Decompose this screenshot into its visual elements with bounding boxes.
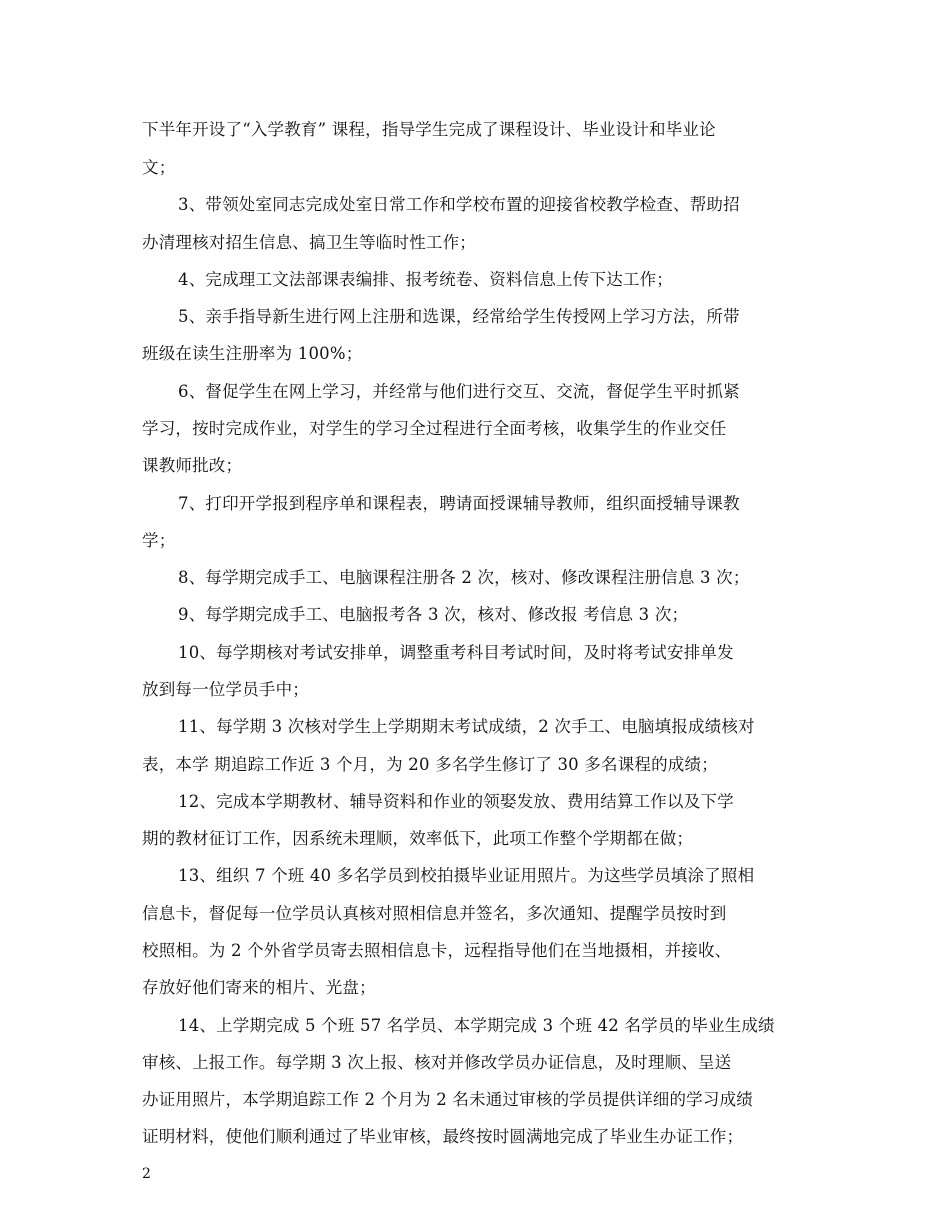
text-line: 办证用照片，本学期追踪工作 2 个月为 2 名未通过审核的学员提供详细的学习成绩 xyxy=(142,1090,753,1109)
text-line: 放到每一位学员手中； xyxy=(142,680,309,699)
text-line: 学习，按时完成作业，对学生的学习全过程进行全面考核，收集学生的作业交任 xyxy=(142,419,727,438)
text-line: 10、每学期核对考试安排单，调整重考科目考试时间，及时将考试安排单发 xyxy=(178,643,734,662)
text-line: 课教师批改； xyxy=(142,456,243,475)
text-line: 8、每学期完成手工、电脑课程注册各 2 次，核对、修改课程注册信息 3 次； xyxy=(178,568,750,587)
text-line: 13、组织 7 个班 40 多名学员到校拍摄毕业证用照片。为这些学员填涂了照相 xyxy=(178,866,755,885)
text-line: 3、带领处室同志完成处室日常工作和学校布置的迎接省校教学检查、帮助招 xyxy=(178,195,740,214)
text-line: 4、完成理工文法部课表编排、报考统卷、资料信息上传下达工作； xyxy=(178,270,673,289)
text-line: 班级在读生注册率为 100%； xyxy=(142,344,363,363)
text-line: 信息卡，督促每一位学员认真核对照相信息并签名，多次通知、提醒学员按时到 xyxy=(142,904,727,923)
text-line: 7、打印开学报到程序单和课程表，聘请面授课辅导教师，组织面授辅导课教 xyxy=(178,494,740,513)
text-line: 证明材料，使他们顺利通过了毕业审核，最终按时圆满地完成了毕业生办证工作； xyxy=(142,1127,744,1146)
text-line: 审核、上报工作。每学期 3 次上报、核对并修改学员办证信息，及时理顺、呈送 xyxy=(142,1053,732,1072)
text-line: 9、每学期完成手工、电脑报考各 3 次，核对、修改报 考信息 3 次； xyxy=(178,605,689,624)
text-line: 办清理核对招生信息、搞卫生等临时性工作； xyxy=(142,233,476,252)
text-line: 14、上学期完成 5 个班 57 名学员、本学期完成 3 个班 42 名学员的毕业生成绩 xyxy=(178,1016,775,1035)
text-line: 表，本学 期追踪工作近 3 个月，为 20 多名学生修订了 30 多名课程的成绩； xyxy=(142,755,718,774)
text-line: 学； xyxy=(142,531,176,550)
page-number: 2 xyxy=(142,1166,151,1182)
text-line: 11、每学期 3 次核对学生上学期期末考试成绩，2 次手工、电脑填报成绩核对 xyxy=(178,717,755,736)
text-line: 下半年开设了“入学教育” 课程，指导学生完成了课程设计、毕业设计和毕业论 xyxy=(142,120,716,139)
text-line: 文； xyxy=(142,158,176,177)
text-line: 5、亲手指导新生进行网上注册和选课，经常给学生传授网上学习方法，所带 xyxy=(178,307,740,326)
text-line: 校照相。为 2 个外省学员寄去照相信息卡，远程指导他们在当地摄相，并接收、 xyxy=(142,941,732,960)
text-line: 存放好他们寄来的相片、光盘； xyxy=(142,978,376,997)
text-line: 期的教材征订工作，因系统未理顺，效率低下，此项工作整个学期都在做； xyxy=(142,829,694,848)
text-line: 12、完成本学期教材、辅导资料和作业的领娶发放、费用结算工作以及下学 xyxy=(178,792,734,811)
text-line: 6、督促学生在网上学习，并经常与他们进行交互、交流，督促学生平时抓紧 xyxy=(178,382,740,401)
